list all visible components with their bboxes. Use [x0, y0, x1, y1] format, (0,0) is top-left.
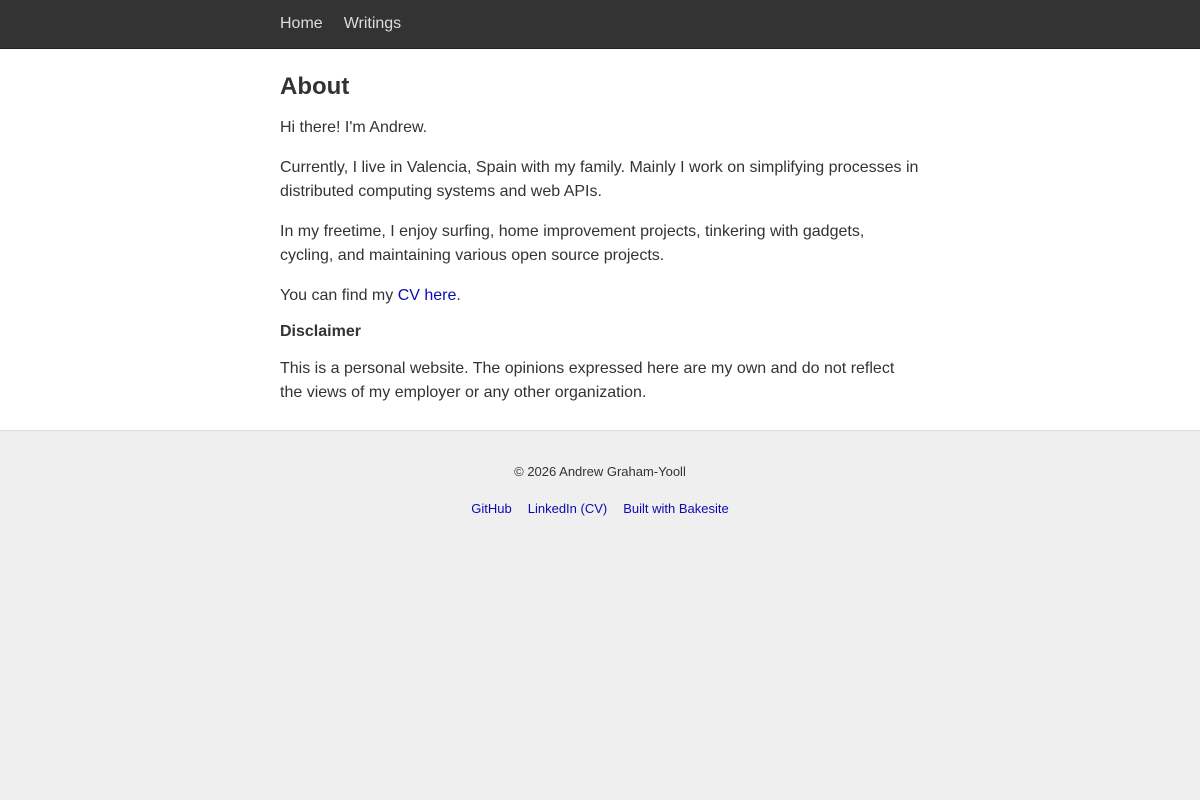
linkedin-link[interactable]: LinkedIn (CV)	[527, 501, 608, 516]
main-content-area	[0, 49, 1200, 431]
site-footer	[0, 431, 1200, 517]
disclaimer-heading: Disclaimer	[280, 323, 361, 340]
nav-link-writings[interactable]: Writings	[343, 15, 402, 32]
cv-link[interactable]: CV here	[397, 287, 457, 304]
footer-links	[0, 500, 1200, 517]
location-paragraph: Currently, I live in Valencia, Spain with my family. Mainly I work on simplifying processes in distributed computing systems and web APIs.	[280, 159, 919, 200]
github-link[interactable]: GitHub	[471, 501, 512, 516]
copyright-text: © 2026 Andrew Graham-Yooll	[514, 464, 686, 479]
greeting-paragraph: Hi there! I'm Andrew.	[280, 119, 428, 136]
bakesite-link[interactable]: Built with Bakesite	[623, 501, 729, 516]
about-article	[280, 73, 920, 405]
primary-nav	[280, 0, 920, 48]
disclaimer-paragraph: This is a personal website. The opinions expressed here are my own and do not reflect the views of my employer or any other organization.	[280, 360, 895, 401]
hobbies-paragraph: In my freetime, I enjoy surfing, home improvement projects, tinkering with gadgets, cycling, and maintaining various open source projects.	[280, 223, 865, 264]
cv-suffix-text: .	[456, 287, 461, 304]
cv-paragraph	[280, 284, 920, 308]
page-title: About	[280, 73, 350, 100]
cv-prefix-text: You can find my	[280, 287, 398, 304]
top-navigation-bar	[0, 0, 1200, 49]
nav-link-home[interactable]: Home	[280, 15, 323, 32]
